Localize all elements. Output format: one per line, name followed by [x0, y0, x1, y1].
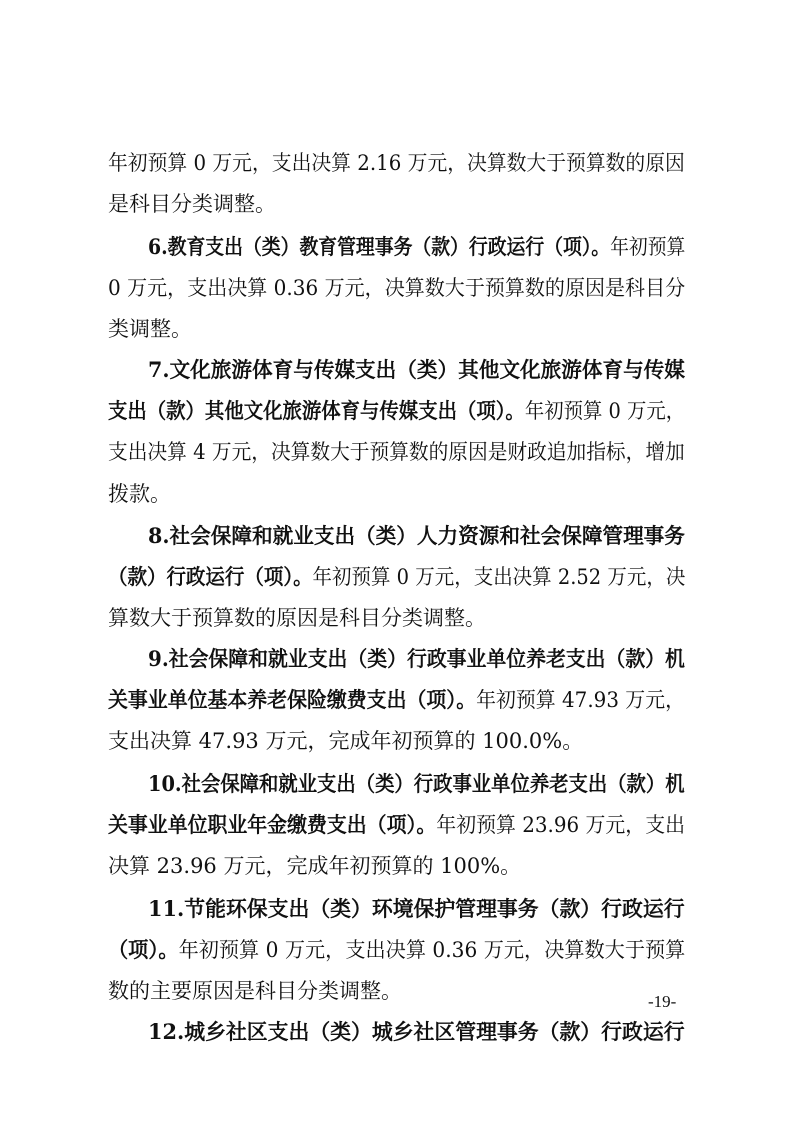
text-line	[108, 435, 685, 469]
text-line	[148, 1015, 685, 1049]
item-heading: 9.社会保障和就业支出（类）行政事业单位养老支出（款）机	[148, 646, 685, 671]
item-heading: 11.节能环保支出（类）环境保护管理事务（款）行政运行	[148, 896, 685, 921]
text-line	[108, 974, 402, 1008]
body-text: 拨款。	[108, 482, 171, 506]
text-line	[108, 683, 685, 717]
text-line	[108, 724, 583, 758]
text-line	[108, 394, 685, 428]
text-line	[108, 312, 192, 346]
item-heading: 8.社会保障和就业支出（类）人力资源和社会保障管理事务	[148, 523, 685, 548]
text-line	[148, 642, 685, 676]
body-text: 年初预算	[610, 235, 686, 259]
text-line	[108, 601, 486, 635]
body-text: 0 万元，支出决算 0.36 万元，决算数大于预算数的原因是科目分	[108, 276, 686, 300]
item-heading: 支出（款）其他文化旅游体育与传媒支出（项）。	[108, 398, 525, 423]
text-line	[148, 892, 685, 926]
item-heading: 关事业单位职业年金缴费支出（项）。	[108, 812, 437, 837]
text-line	[148, 519, 685, 553]
body-text: 算数大于预算数的原因是科目分类调整。	[108, 606, 486, 630]
page-number: -19-	[648, 992, 677, 1011]
text-line	[108, 187, 276, 221]
item-heading: 12.城乡社区支出（类）城乡社区管理事务（款）行政运行	[148, 1019, 685, 1044]
body-text: 年初预算 0 万元，支出决算 2.16 万元，决算数大于预算数的原因	[108, 151, 685, 175]
text-line	[108, 271, 685, 305]
body-text: 类调整。	[108, 317, 192, 341]
body-text: 年初预算 23.96 万元，支出	[436, 813, 685, 837]
body-text: 决算 23.96 万元，完成年初预算的 100%。	[108, 854, 522, 878]
body-text: 年初预算 0 万元，	[524, 399, 686, 423]
body-text: 支出决算 47.93 万元，完成年初预算的 100.0%。	[108, 729, 584, 753]
text-line	[108, 146, 685, 180]
text-line	[108, 933, 685, 967]
item-heading: （款）行政运行（项）。	[108, 564, 313, 589]
body-text: 支出决算 4 万元，决算数大于预算数的原因是财政追加指标，增加	[108, 440, 685, 464]
item-heading: （项）。	[108, 937, 179, 962]
body-text: 年初预算 0 万元，支出决算 2.52 万元，决	[312, 565, 686, 589]
text-line	[108, 849, 521, 883]
text-line	[148, 767, 685, 801]
body-text: 年初预算 47.93 万元，	[476, 688, 685, 712]
body-text: 数的主要原因是科目分类调整。	[108, 979, 402, 1003]
text-line	[108, 560, 685, 594]
text-line	[148, 230, 685, 264]
text-line	[148, 353, 685, 387]
item-heading: 10.社会保障和就业支出（类）行政事业单位养老支出（款）机	[148, 771, 685, 796]
item-heading: 关事业单位基本养老保险缴费支出（项）。	[108, 687, 477, 712]
text-line	[108, 808, 685, 842]
item-heading: 7.文化旅游体育与传媒支出（类）其他文化旅游体育与传媒	[148, 357, 685, 382]
text-line	[108, 477, 171, 511]
body-text: 是科目分类调整。	[108, 192, 276, 216]
item-heading: 6.教育支出（类）教育管理事务（款）行政运行（项）。	[148, 234, 611, 259]
body-text: 年初预算 0 万元，支出决算 0.36 万元，决算数大于预算	[178, 938, 686, 962]
